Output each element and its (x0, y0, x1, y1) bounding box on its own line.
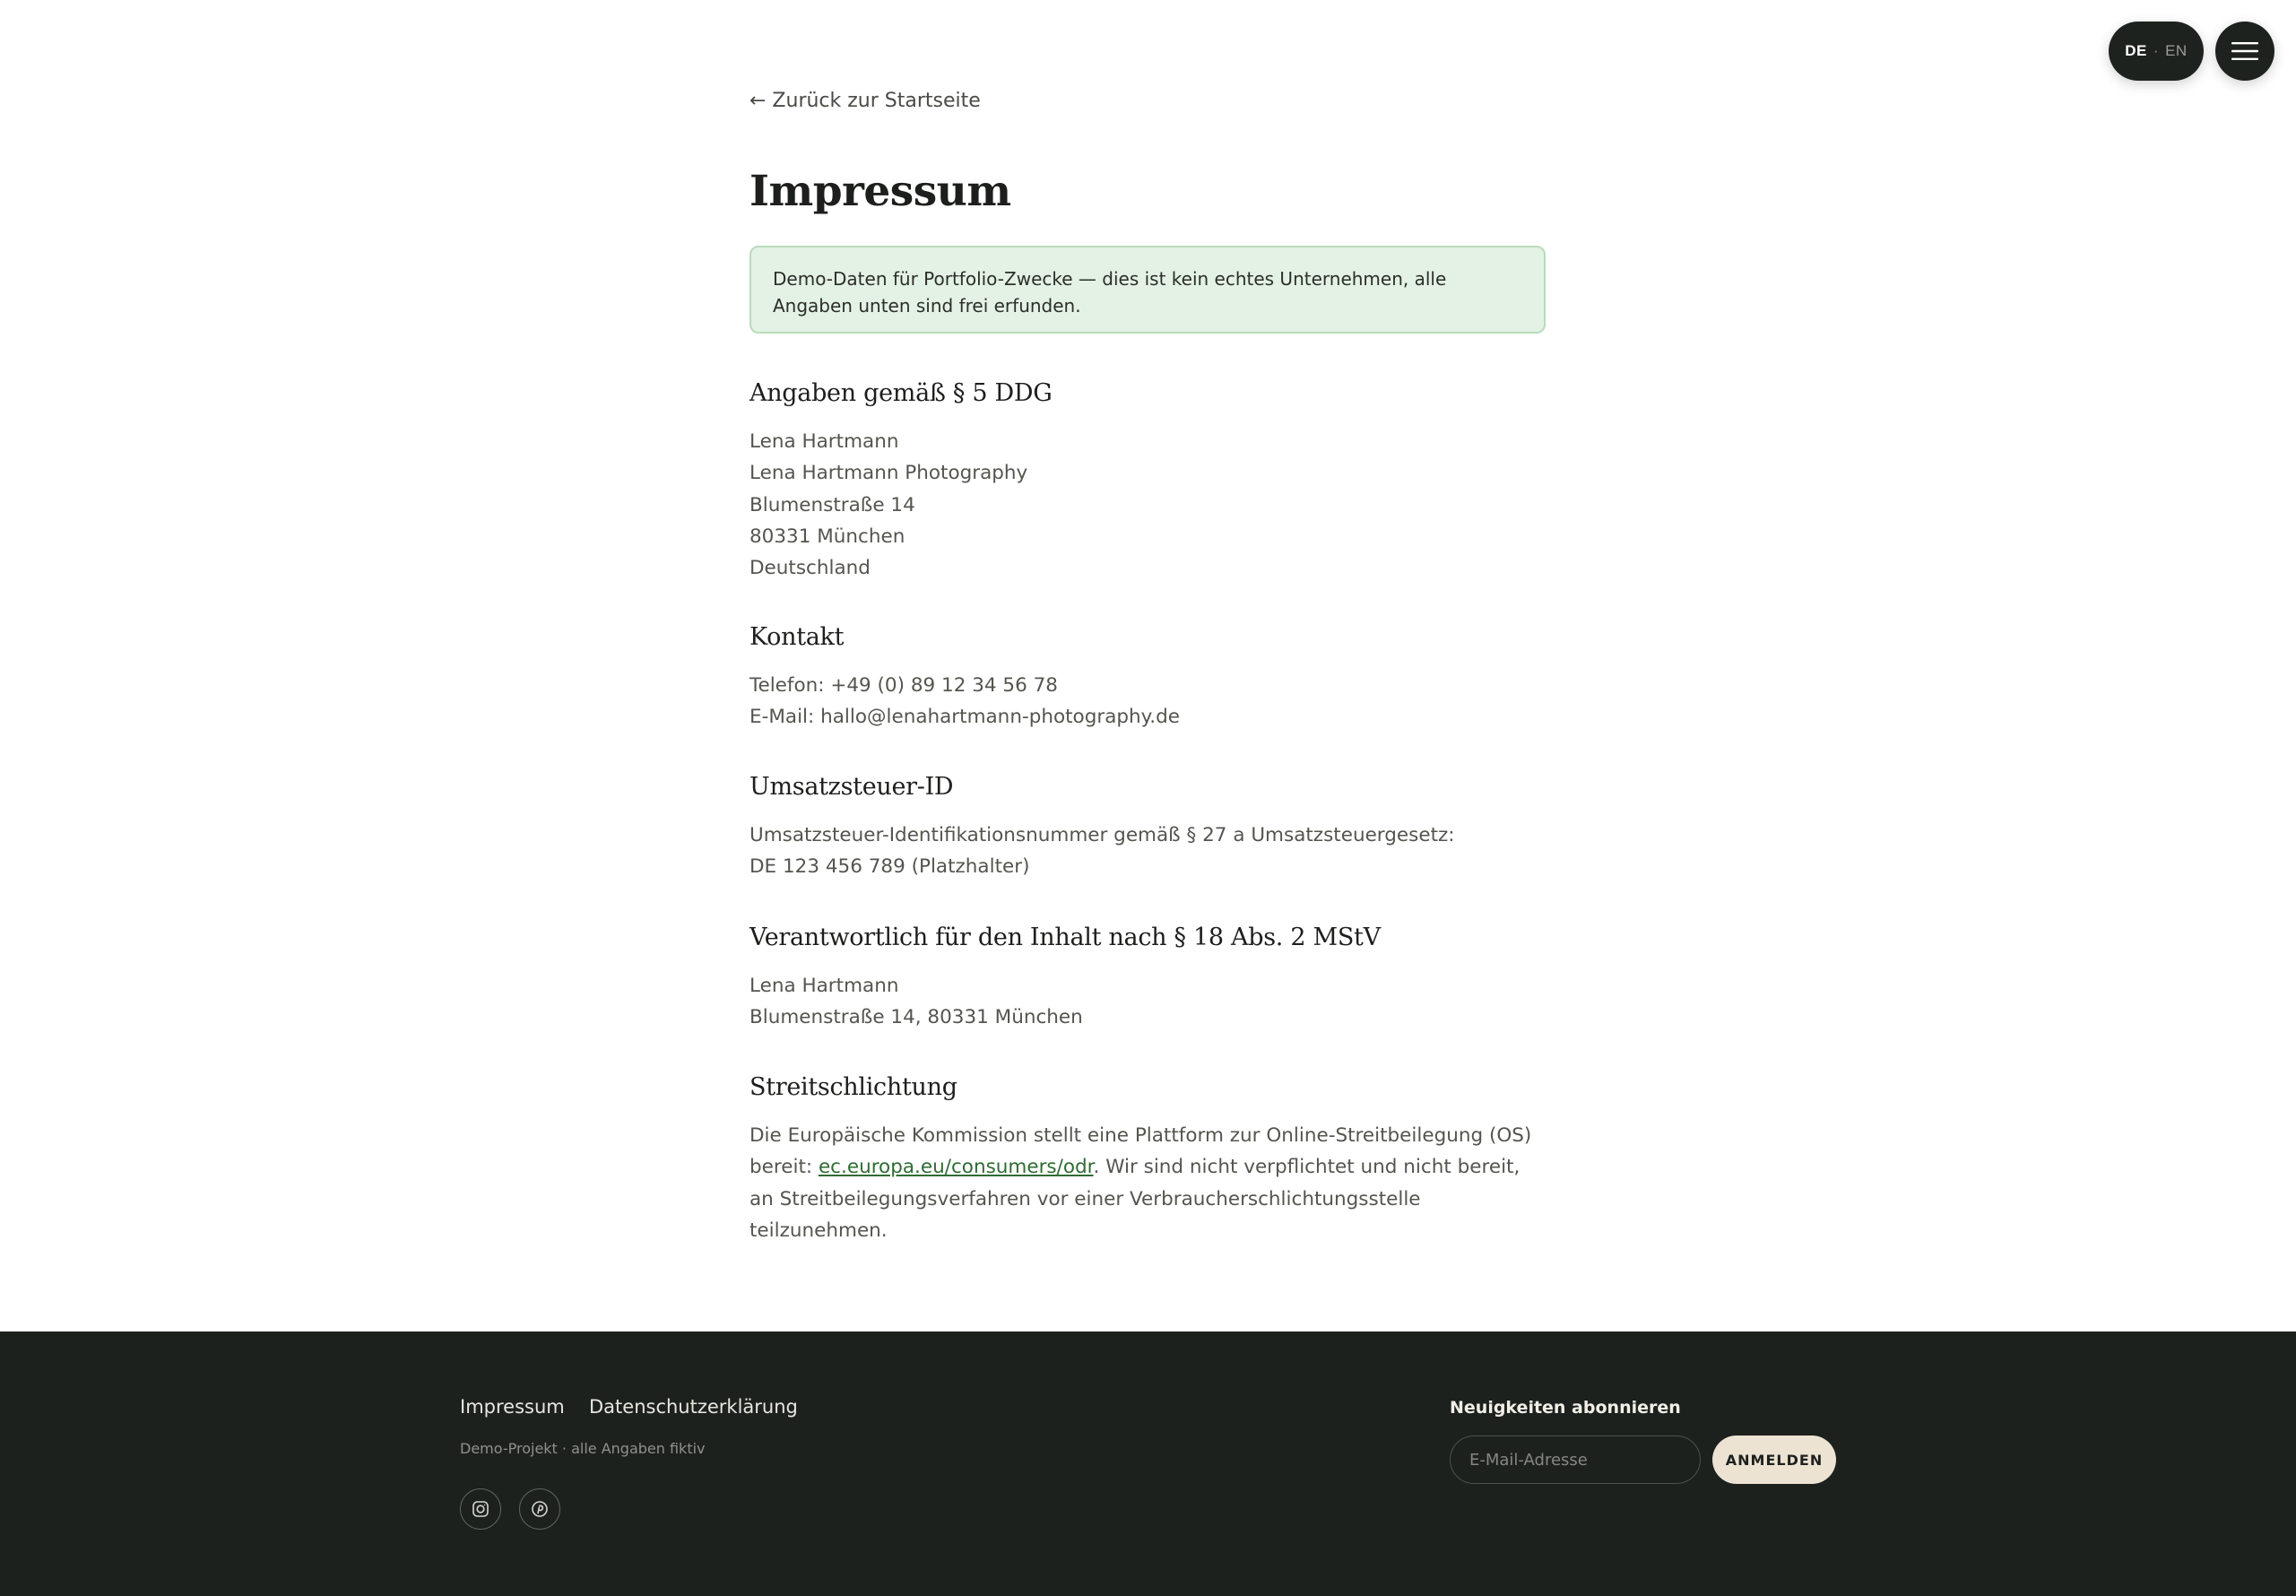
address-line: Deutschland (749, 557, 871, 580)
newsletter-title: Neuigkeiten abonnieren (1450, 1398, 1681, 1418)
section-body-mstv (749, 970, 1547, 1034)
paragraph-line: an Streitbeilegungsverfahren vor einer Verbraucherschlichtungsstelle (749, 1187, 1421, 1210)
site-footer (0, 1331, 2296, 1596)
paragraph-line (749, 1151, 1547, 1183)
section-body-ddg (749, 426, 1547, 584)
responsible-line: Lena Hartmann (749, 975, 899, 997)
paragraph-line: teilzunehmen. (749, 1219, 888, 1242)
address-line: Lena Hartmann Photography (749, 462, 1028, 485)
section-heading-streitschlichtung: Streitschlichtung (749, 1073, 957, 1101)
paragraph-text: bereit: (749, 1156, 819, 1179)
paragraph-line: Die Europäische Kommission stellt eine Plattform zur Online-Streitbeilegung (OS) (749, 1124, 1532, 1147)
pinterest-link[interactable] (519, 1488, 560, 1530)
section-heading-ddg: Angaben gemäß § 5 DDG (749, 379, 1053, 407)
newsletter-email-input[interactable] (1450, 1436, 1701, 1484)
pinterest-icon (531, 1500, 549, 1518)
footer-link-datenschutz[interactable]: Datenschutzerklärung (589, 1396, 798, 1418)
section-body-streitschlichtung (749, 1120, 1547, 1246)
instagram-link[interactable] (460, 1488, 501, 1530)
newsletter-subscribe-button[interactable]: ANMELDEN (1712, 1436, 1836, 1484)
odr-link[interactable]: ec.europa.eu/consumers/odr (818, 1156, 1094, 1179)
instagram-icon (472, 1500, 490, 1518)
lang-de[interactable]: DE (2125, 42, 2147, 59)
section-heading-ust-id: Umsatzsteuer-ID (749, 773, 954, 801)
phone-line: Telefon: +49 (0) 89 12 34 56 78 (749, 674, 1058, 697)
language-switcher[interactable] (2109, 22, 2204, 81)
menu-button[interactable] (2215, 22, 2274, 81)
demo-notice: Demo-Daten für Portfolio-Zwecke — dies ist kein echtes Unternehmen, alle Angaben unten sind frei erfunden. (749, 246, 1546, 334)
footer-link-impressum[interactable]: Impressum (460, 1396, 565, 1418)
ust-label-line: Umsatzsteuer-Identifikationsnummer gemäß § 27 a Umsatzsteuergesetz: (749, 824, 1455, 846)
lang-en[interactable]: EN (2165, 42, 2188, 59)
footer-demo-note: Demo-Projekt · alle Angaben fiktiv (460, 1440, 706, 1457)
hamburger-menu-icon (2231, 42, 2258, 60)
section-heading-mstv: Verantwortlich für den Inhalt nach § 18 Abs. 2 MStV (749, 924, 1381, 951)
ust-value-line: DE 123 456 789 (Platzhalter) (749, 855, 1030, 879)
responsible-line: Blumenstraße 14, 80331 München (749, 1006, 1083, 1029)
back-to-home-link[interactable]: ← Zurück zur Startseite (749, 90, 981, 112)
paragraph-text: . Wir sind nicht verpflichtet und nicht bereit, (1093, 1156, 1521, 1179)
address-line: Lena Hartmann (749, 430, 899, 453)
lang-separator: · (2153, 42, 2160, 59)
address-line: 80331 München (749, 525, 905, 548)
email-line: E-Mail: hallo@lenahartmann-photography.de (749, 706, 1181, 729)
address-line: Blumenstraße 14 (749, 493, 915, 516)
section-body-kontakt (749, 670, 1547, 733)
section-heading-kontakt: Kontakt (749, 623, 845, 651)
section-body-ust-id (749, 820, 1547, 883)
page-title: Impressum (749, 167, 1011, 216)
